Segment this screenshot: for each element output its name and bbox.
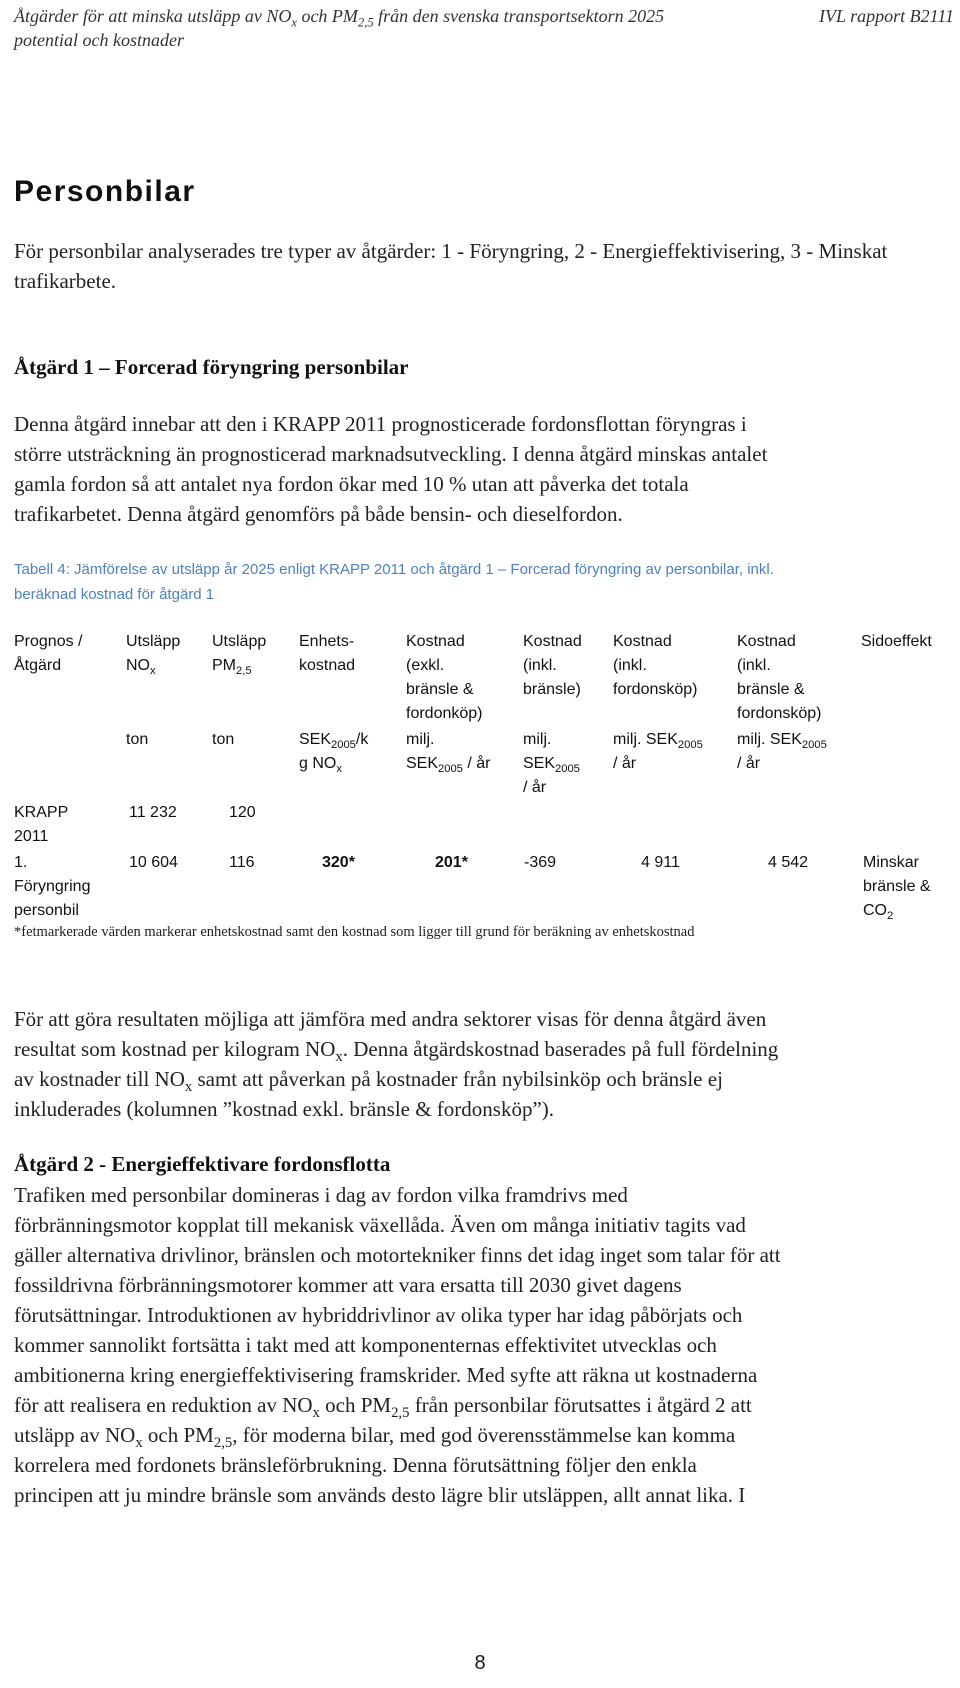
table-row-measure1-side-effect (863, 851, 931, 923)
table-header-line: Prognos / (14, 633, 83, 650)
table-header-line: bränsle & (737, 681, 805, 698)
table-caption-line: Tabell 4: Jämförelse av utsläpp år 2025 enligt KRAPP 2011 och åtgärd 1 – Forcerad föryngring av personbilar, inkl. (14, 561, 774, 578)
table-header-nox (126, 630, 180, 678)
row-label-line: Föryngring (14, 878, 91, 895)
table-row-measure1-unit-cost: 320* (322, 854, 355, 871)
table-footnote: *fetmarkerade värden markerar enhetskostnad samt den kostnad som ligger till grund för beräkning av enhetskostnad (14, 924, 695, 940)
table-row-krapp-pm: 120 (229, 804, 256, 821)
table-row-measure1-cost-fuel: -369 (524, 854, 557, 871)
unit-nox: ton (126, 731, 149, 748)
unit-pm: ton (212, 731, 235, 748)
paragraph-line: av kostnader till $NO_x$ samt att påverkan på kostnader från nybilsinköp och bränsle ej (14, 1067, 723, 1096)
paragraph-line: gamla fordon så att antalet nya fordon ökar med 10 % utan att påverka det totala (14, 472, 689, 496)
table-row-measure1-pm: 116 (229, 854, 255, 871)
paragraph-line: förutsättningar. Introduktionen av hybriddrivlinor av olika typer har idag påbörjats och (14, 1303, 743, 1327)
unit-line: milj. $SEK_{2005}$ (737, 731, 827, 752)
paragraph-line: gäller alternativa drivlinor, bränslen och motortekniker finns det idag inget som talar för att (14, 1243, 781, 1267)
table-header-side-effect: Sidoeffekt (861, 633, 932, 650)
table-header-line: Enhets- (299, 633, 355, 650)
unit-line: $SEK_{2005}$ / år (406, 755, 491, 776)
unit-line: milj. (523, 731, 552, 748)
measure1-heading: Åtgärd 1 – Forcerad föryngring personbilar (14, 355, 409, 379)
paragraph-line: större utsträckning än prognosticerad marknadsutveckling. I denna åtgärd minskas antalet (14, 442, 768, 466)
table-header-line: fordonköp) (406, 705, 483, 722)
unit-cost-fuel (523, 728, 580, 800)
unit-cost-excl (406, 728, 490, 776)
table-row-measure1-nox: 10 604 (129, 854, 178, 871)
table-header-line: bränsle) (523, 681, 581, 698)
table-header-line: (inkl. (737, 657, 771, 674)
table-header-prognos (14, 630, 82, 678)
section-title: Personbilar (14, 175, 196, 208)
side-effect-line: Minskar (863, 854, 920, 871)
table-row-measure1-cost-excl: 201* (435, 854, 468, 871)
table-row-krapp-nox: 11 232 (129, 804, 177, 821)
table-header-line: bränsle & (406, 681, 474, 698)
paragraph-line: För att göra resultaten möjliga att jämföra med andra sektorer visas för denna åtgärd även (14, 1007, 767, 1031)
paragraph-line: fossildrivna förbränningsmotorer kommer att vara ersatta till 2030 givet dagens (14, 1273, 682, 1297)
table-header-line: Kostnad (406, 633, 465, 650)
unit-line: milj. (406, 731, 435, 748)
unit-cost-vehicle (613, 728, 703, 776)
table-header-line: (exkl. (406, 657, 445, 674)
unit-line: / år (613, 755, 637, 772)
paragraph-line: utsläpp av $NO_x$ och $PM_{2,5}$, för moderna bilar, med god överensstämmelse kan komma (14, 1423, 736, 1452)
table-header-line: (inkl. (613, 657, 647, 674)
running-header-subtitle: potential och kostnader (14, 30, 184, 50)
table-row-measure1-label (14, 851, 90, 923)
table-header-cost-excl (406, 630, 483, 726)
table-header-unit-cost (299, 630, 355, 678)
table-header-line: Utsläpp (126, 633, 181, 650)
table-caption-line: beräknad kostnad för åtgärd 1 (14, 586, 215, 603)
paragraph-line: ambitionerna kring energieffektivisering framskrider. Med syfte att räkna ut kostnaderna (14, 1363, 758, 1387)
page-number: 8 (474, 1652, 486, 1674)
paragraph-line: trafikarbetet. Denna åtgärd genomförs på både bensin- och dieselfordon. (14, 502, 623, 526)
table-header-line: kostnad (299, 657, 356, 674)
row-label-line: 2011 (14, 828, 49, 845)
measure1-paragraph (14, 409, 954, 529)
paragraph-line: resultat som kostnad per kilogram $NO_x$. Denna åtgärdskostnad baserades på full fördelning (14, 1037, 779, 1066)
table-row-krapp-label (14, 801, 68, 849)
table-header-pm (212, 630, 266, 678)
side-effect-line: $CO_2$ (863, 902, 894, 923)
unit-unit-cost (299, 728, 368, 776)
paragraph-line: Denna åtgärd innebar att den i KRAPP 2011 prognosticerade fordonsflottan föryngras i (14, 412, 747, 436)
paragraph-line: Trafiken med personbilar domineras i dag av fordon vilka framdrivs med (14, 1183, 628, 1207)
paragraph-line: kommer sannolikt fortsätta i takt med att komponenternas effektivitet utvecklas och (14, 1333, 717, 1357)
table-header-line: fordonsköp) (737, 705, 822, 722)
running-header (14, 4, 714, 52)
unit-line: $SEK_{2005}/k$ (299, 731, 369, 752)
unit-line: / år (737, 755, 761, 772)
measure2-heading: Åtgärd 2 - Energieffektivare fordonsflotta (14, 1152, 391, 1176)
paragraph-line: korrelera med fordonets bränsleförbrukning. Denna förutsättning följer den enkla (14, 1453, 697, 1477)
table-header-line: Åtgärd (14, 657, 62, 674)
unit-line: $SEK_{2005}$ (523, 755, 580, 776)
table-caption (14, 557, 954, 607)
table-header-line: Kostnad (737, 633, 796, 650)
row-label-line: 1. (14, 854, 28, 871)
table-header-cost-both (737, 630, 822, 726)
table-header-cost-vehicle (613, 630, 698, 702)
table-row-measure1-cost-both: 4 542 (768, 854, 809, 871)
table-header-line: (inkl. (523, 657, 557, 674)
row-label-line: personbil (14, 902, 79, 919)
paragraph-line: principen att ju mindre bränsle som används desto lägre blir utsläppen, allt annat lika. I (14, 1483, 746, 1507)
paragraph-line: förbränningsmotor kopplat till mekanisk växellåda. Även om många initiativ tagits vad (14, 1213, 746, 1237)
measure2-paragraph (14, 1180, 959, 1510)
table-row-measure1-cost-vehicle: 4 911 (641, 854, 680, 871)
running-header-title: Åtgärder för att minska utsläpp av $NO_x$ och $PM_{2,5}$ från den svenska transportsektorn 2025 (14, 6, 665, 30)
unit-cost-both (737, 728, 827, 776)
side-effect-line: bränsle & (863, 878, 931, 895)
unit-line: milj. $SEK_{2005}$ (613, 731, 703, 752)
intro-paragraph: För personbilar analyserades tre typer av åtgärder: 1 - Föryngring, 2 - Energieffektivisering, 3 - Minskat trafikarbete. (14, 239, 888, 293)
report-number: IVL rapport B2111 (818, 6, 954, 26)
paragraph-line: för att realisera en reduktion av $NO_x$ och $PM_{2,5}$ från personbilar förutsattes i åtgärd 2 att (14, 1393, 752, 1422)
table-header-line: Kostnad (613, 633, 672, 650)
cost-per-kg-paragraph (14, 1004, 954, 1124)
table-header-line: $NO_x$ (126, 657, 156, 678)
table-header-line: Kostnad (523, 633, 582, 650)
table-header-cost-fuel (523, 630, 582, 702)
table-header-line: $PM_{2,5}$ (212, 657, 252, 678)
row-label-line: KRAPP (14, 804, 69, 821)
unit-line: g $NO_x$ (299, 755, 342, 776)
unit-line: / år (523, 779, 547, 796)
table-header-line: Utsläpp (212, 633, 267, 650)
paragraph-line: inkluderades (kolumnen ”kostnad exkl. bränsle & fordonsköp”). (14, 1097, 555, 1121)
table-header-line: fordonsköp) (613, 681, 698, 698)
